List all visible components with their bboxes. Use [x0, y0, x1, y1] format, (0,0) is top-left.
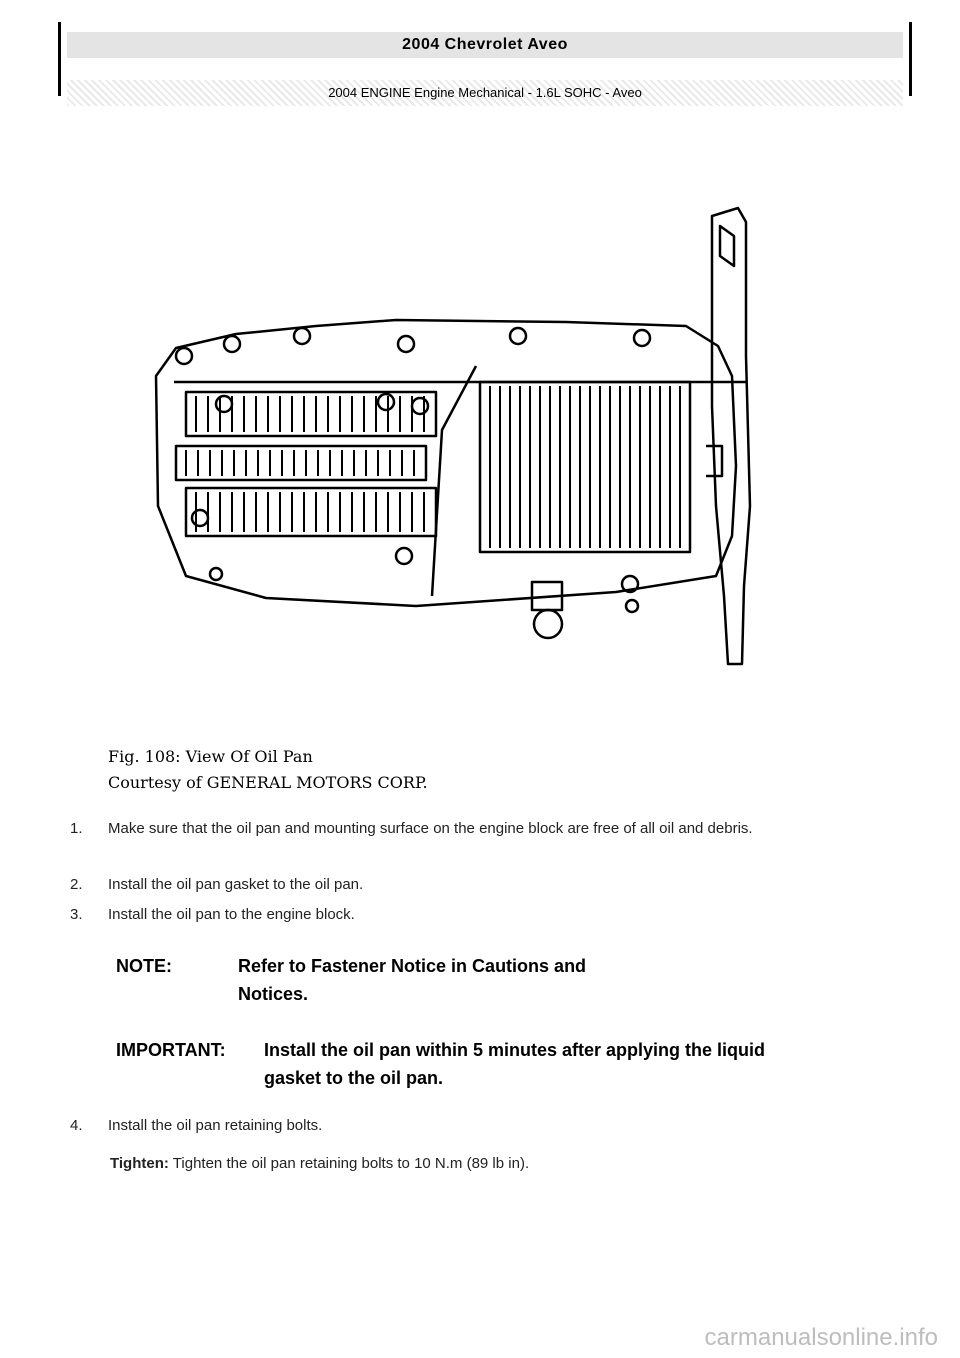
- oil-pan-illustration: [146, 206, 766, 666]
- figure-caption-title: Fig. 108: View Of Oil Pan: [108, 747, 313, 766]
- step-text: Install the oil pan gasket to the oil pan.: [108, 876, 364, 893]
- note-line-1: Refer to Fastener Notice in Cautions and: [238, 956, 587, 976]
- step-text: Make sure that the oil pan and mounting surface on the engine block are free of all oil and debris.: [108, 820, 753, 837]
- step-text: Install the oil pan retaining bolts.: [108, 1117, 323, 1134]
- step-item: [70, 816, 888, 842]
- step-text: Install the oil pan to the engine block.: [108, 906, 355, 923]
- important-body: [264, 1036, 765, 1092]
- important-line-1: Install the oil pan within 5 minutes after applying the liquid: [264, 1040, 766, 1060]
- watermark: carmanualsonline.info: [704, 1324, 938, 1351]
- note-body: [238, 952, 586, 1008]
- important-line-2: gasket to the oil pan.: [264, 1068, 444, 1088]
- tighten-text: Tighten the oil pan retaining bolts to 10 N.m (89 lb in).: [172, 1155, 530, 1172]
- note-line-2: Notices.: [238, 984, 309, 1004]
- step-number: 4.: [70, 1117, 83, 1134]
- page-header: [58, 22, 912, 100]
- tighten-label: Tighten:: [110, 1155, 169, 1172]
- step-number: 2.: [70, 876, 83, 893]
- step-item: [70, 872, 888, 898]
- important-label: IMPORTANT:: [116, 1040, 226, 1060]
- document-subtitle: 2004 ENGINE Engine Mechanical - 1.6L SOHC - Aveo: [67, 80, 903, 106]
- note-label: NOTE:: [116, 956, 172, 976]
- step-number: 3.: [70, 906, 83, 923]
- step-item: [70, 1113, 888, 1139]
- figure-caption: [108, 744, 428, 796]
- tighten-spec: [110, 1155, 529, 1172]
- figure-caption-credit: Courtesy of GENERAL MOTORS CORP.: [108, 773, 428, 792]
- step-number: 1.: [70, 820, 83, 837]
- document-title: 2004 Chevrolet Aveo: [67, 32, 903, 58]
- important-block: [116, 1036, 765, 1092]
- note-block: [116, 952, 586, 1008]
- step-item: [70, 902, 888, 928]
